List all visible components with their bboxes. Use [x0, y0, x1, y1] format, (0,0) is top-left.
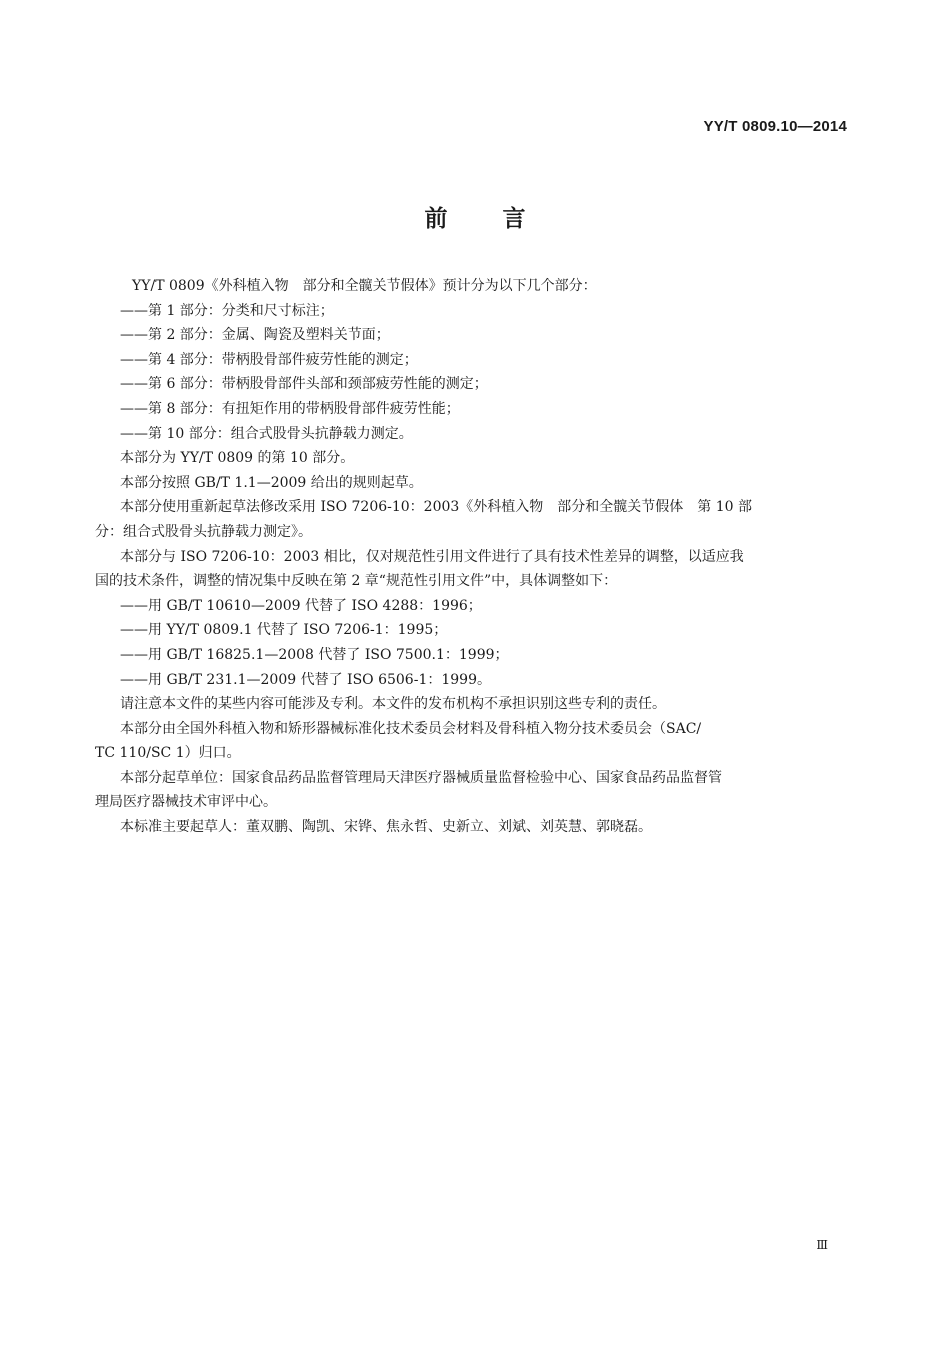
- paragraph-line: 本部分按照 GB/T 1.1—2009 给出的规则起草。: [120, 474, 423, 491]
- paragraph-line: 本部分使用重新起草法修改采用 ISO 7206-10：2003《外科植入物 部分和全髋关节假体 第 10 部: [120, 499, 753, 516]
- list-item: ——用 GB/T 10610—2009 代替了 ISO 4288：1996；: [120, 597, 482, 614]
- foreword-body: [95, 274, 848, 840]
- list-item: ——用 GB/T 231.1—2009 代替了 ISO 6506-1：1999。: [120, 671, 491, 688]
- page-number: Ⅲ: [816, 1238, 828, 1252]
- page-title: 前言: [424, 206, 581, 232]
- paragraph-line: 请注意本文件的某些内容可能涉及专利。本文件的发布机构不承担识别这些专利的责任。: [120, 696, 666, 713]
- list-item: ——第 8 部分：有扭矩作用的带柄股骨部件疲劳性能；: [120, 400, 460, 417]
- list-item: ——用 YY/T 0809.1 代替了 ISO 7206-1：1995；: [120, 622, 448, 639]
- list-item: ——第 2 部分：金属、陶瓷及塑料关节面；: [120, 327, 390, 344]
- list-item: ——第 6 部分：带柄股骨部件头部和颈部疲劳性能的测定；: [120, 376, 488, 393]
- paragraph-line: 本部分与 ISO 7206-10：2003 相比，仅对规范性引用文件进行了具有技术性差异的调整，以适应我: [120, 548, 744, 565]
- paragraph-line: 分：组合式股骨头抗静载力测定》。: [95, 523, 312, 540]
- paragraph-line: 本部分为 YY/T 0809 的第 10 部分。: [120, 450, 355, 467]
- paragraph-line: 本部分起草单位：国家食品药品监督管理局天津医疗器械质量监督检验中心、国家食品药品监督管: [120, 769, 722, 786]
- list-item: ——第 1 部分：分类和尺寸标注；: [120, 302, 334, 319]
- list-item: ——第 10 部分：组合式股骨头抗静载力测定。: [120, 425, 413, 442]
- standard-code: YY/T 0809.10—2014: [703, 118, 847, 135]
- paragraph-line: 本部分由全国外科植入物和矫形器械标准化技术委员会材料及骨科植入物分技术委员会（SAC/: [120, 720, 702, 737]
- list-item: ——用 GB/T 16825.1—2008 代替了 ISO 7500.1：1999；: [120, 646, 509, 663]
- paragraph-line: 本标准主要起草人：董双鹏、陶凯、宋铧、焦永哲、史新立、刘斌、刘英慧、郭晓磊。: [120, 819, 652, 836]
- paragraph-line: 理局医疗器械技术审评中心。: [95, 794, 277, 811]
- list-item: ——第 4 部分：带柄股骨部件疲劳性能的测定；: [120, 351, 418, 368]
- paragraph-line: TC 110/SC 1）归口。: [95, 745, 241, 762]
- paragraph-line: 国的技术条件，调整的情况集中反映在第 2 章“规范性引用文件”中，具体调整如下：: [95, 573, 618, 590]
- paragraph-line: YY/T 0809《外科植入物 部分和全髋关节假体》预计分为以下几个部分：: [132, 278, 597, 294]
